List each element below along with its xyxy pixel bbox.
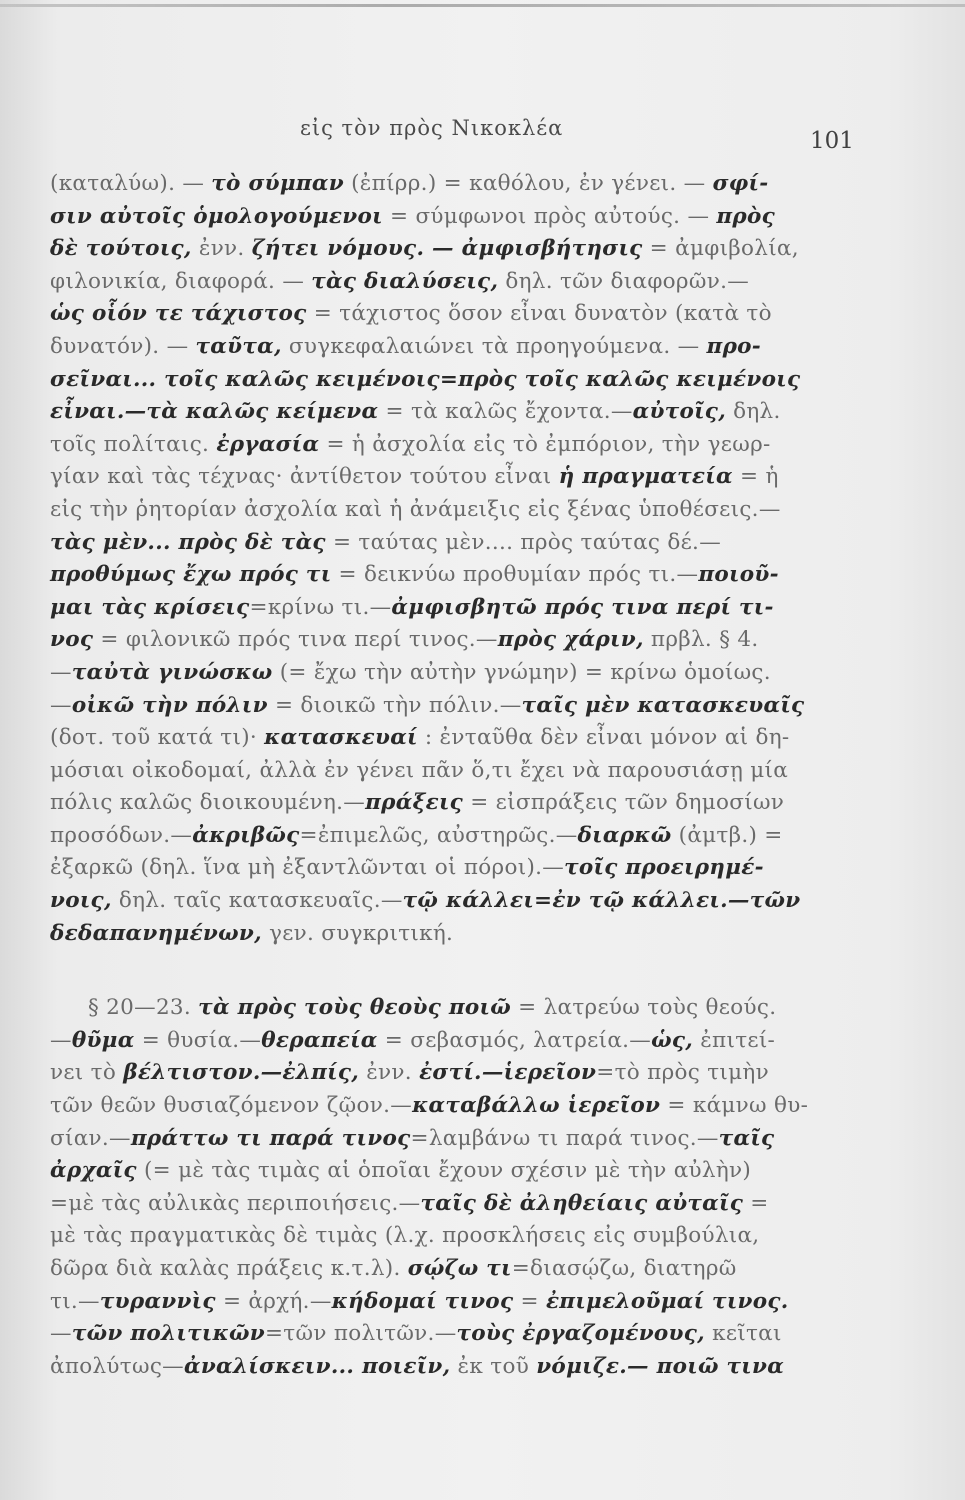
gloss-text: ἐκ τοῦ <box>450 1353 537 1379</box>
text-line <box>50 992 850 1025</box>
gloss-text: μὲ τὰς πραγματικὰς δὲ τιμὰς (λ.χ. προσκλήσεις εἰς συμβούλια, <box>50 1223 760 1249</box>
gloss-text: = λατρεύω τοὺς θεούς. <box>511 995 777 1021</box>
text-line <box>50 298 850 331</box>
lemma-term: ἐπιμελοῦμαί τινος. <box>545 1288 789 1314</box>
gloss-text: ἀπολύτως— <box>50 1353 184 1379</box>
lemma-term: τὰς διαλύσεις, <box>311 268 499 294</box>
gloss-text: φιλονικία, διαφορά. — <box>50 268 312 294</box>
lemma-term: πρὸς χάριν, <box>497 627 644 653</box>
gloss-text: = ἀμφιβολία, <box>642 236 799 262</box>
gloss-text: = σεβασμός, λατρεία.— <box>377 1027 652 1053</box>
lemma-term: ταῖς μὲν κατασκευαῖς <box>521 692 805 718</box>
text-line <box>50 787 850 820</box>
gloss-text: ἐξαρκῶ (δηλ. ἵνα μὴ ἐξαντλῶνται οἱ πόροι).— <box>50 855 565 881</box>
lemma-term: πράξεις <box>365 790 464 816</box>
gloss-text: (= ἔχω τὴν αὐτὴν γνώμην) = κρίνω ὁμοίως. <box>272 659 771 685</box>
gloss-text: ἐνν. <box>191 236 252 262</box>
running-head: εἰς τὸν πρὸς Νικοκλέα <box>300 116 564 140</box>
gloss-text: = διοικῶ τὴν πόλιν.— <box>267 692 522 718</box>
gloss-text: τοῖς πολίταις. <box>50 431 217 457</box>
gloss-text: τι.— <box>50 1288 100 1314</box>
lemma-term: ἀναλίσκειν... ποιεῖν, <box>183 1353 451 1379</box>
lemma-term: ἐργασία <box>216 431 320 457</box>
lemma-term: νόμιζε.— ποιῶ τινα <box>536 1353 785 1379</box>
text-line <box>50 461 850 494</box>
gloss-text: = θυσία.— <box>134 1027 262 1053</box>
gloss-text: = φιλονικῶ πρός τινα περί τινος.— <box>93 627 498 653</box>
gloss-text: =διασῴζω, διατηρῶ <box>511 1256 737 1281</box>
lemma-term: τὸ σύμπαν <box>211 171 344 196</box>
text-line <box>50 1286 850 1319</box>
gloss-text: = σύμφωνοι πρὸς αὐτούς. — <box>382 203 717 229</box>
text-line <box>50 1155 850 1188</box>
text-line <box>50 624 850 657</box>
text-line <box>50 1090 850 1123</box>
gloss-text: =μὲ τὰς αὐλικὰς περιποιήσεις.— <box>50 1190 421 1216</box>
text-line <box>50 1025 850 1058</box>
lemma-term: ταὐτὰ γινώσκω <box>71 659 273 685</box>
lemma-term: τοῖς προειρημέ- <box>564 855 764 881</box>
text-line <box>50 331 850 364</box>
text-line <box>50 1318 850 1351</box>
lemma-term: ὡς οἷόν τε τάχιστος <box>50 301 307 327</box>
gloss-text: = δεικνύω προθυμίαν πρός τι.— <box>331 562 699 588</box>
gloss-text: = τὰ καλῶς ἔχοντα.— <box>378 399 633 425</box>
gloss-text: (= μὲ τὰς τιμὰς αἱ ὁποῖαι ἔχουν σχέσιν μὲ τὴν αὐλὴν) <box>136 1158 752 1184</box>
text-line <box>50 592 850 625</box>
lemma-term: πρὸς <box>716 203 776 229</box>
gloss-text: συγκεφαλαιώνει τὰ προηγούμενα. — <box>281 333 707 359</box>
text-line <box>50 494 850 527</box>
gloss-text: δηλ. ταῖς κατασκευαῖς.— <box>111 888 403 914</box>
gloss-text: =τὸ πρὸς τιμὴν <box>596 1060 769 1086</box>
text-line <box>50 722 850 755</box>
lemma-term: τῷ κάλλει=ἐν τῷ κάλλει.—τῶν <box>402 888 801 914</box>
lemma-term: ἀμφισβητῶ πρός τινα περί τι- <box>391 594 774 620</box>
text-line <box>50 1220 850 1253</box>
gloss-text: πόλις καλῶς διοικουμένη.— <box>50 790 366 816</box>
lemma-term: ἀκριβῶς <box>192 822 300 848</box>
gloss-text: =λαμβάνω τι παρά τινος.— <box>410 1125 719 1151</box>
text-line <box>50 852 850 885</box>
gloss-text: : ἐνταῦθα δὲν εἶναι μόνον αἱ δη- <box>417 725 790 751</box>
gloss-text: σίαν.— <box>50 1125 131 1151</box>
lemma-term: πράττω τι παρά τινος <box>130 1125 411 1151</box>
text-line <box>50 1188 850 1221</box>
gloss-text: μόσιαι οἰκοδομαί, ἀλλὰ ἐν γένει πᾶν ὅ,τι ἔχει νὰ παρουσιάσῃ μία <box>50 757 789 783</box>
text-line <box>50 429 850 462</box>
text-line <box>50 755 850 788</box>
gloss-text: = <box>743 1190 769 1216</box>
gloss-text: = ἡ <box>732 464 779 490</box>
lemma-term: δεδαπανημένων, <box>50 920 262 946</box>
lemma-term: τὰς μὲν... πρὸς δὲ τὰς <box>50 529 326 555</box>
gloss-text: (ἀμτβ.) = <box>671 822 783 848</box>
text-line <box>50 1123 850 1156</box>
page-edge-shadow <box>0 4 965 7</box>
gloss-text: = ταύτας μὲν.... πρὸς ταύτας δέ.— <box>325 529 721 555</box>
text-line <box>50 233 850 266</box>
gloss-text: πρβλ. § 4. <box>643 627 759 653</box>
gloss-text: εἰς τὴν ῥητορίαν ἀσχολία καὶ ἡ ἀνάμειξις εἰς ξένας ὑποθέσεις.— <box>50 496 781 522</box>
gloss-text: = ἡ ἀσχολία εἰς τὸ ἐμπόριον, τὴν γεωρ- <box>319 431 771 457</box>
gloss-text: =ἐπιμελῶς, αὐστηρῶς.— <box>299 822 578 848</box>
lemma-term: μαι τὰς κρίσεις <box>50 594 250 620</box>
text-line <box>50 885 850 918</box>
lemma-term: ζήτει νόμους. — ἀμφισβήτησις <box>251 236 643 262</box>
lemma-term: τὰ πρὸς τοὺς θεοὺς ποιῶ <box>198 995 512 1021</box>
text-line <box>50 1253 850 1286</box>
gloss-text: (δοτ. τοῦ κατά τι)· <box>50 725 265 751</box>
gloss-text: γεν. συγκριτική. <box>261 920 454 946</box>
gloss-text: δηλ. τῶν διαφορῶν.— <box>498 268 750 294</box>
lemma-term: ὡς, <box>651 1027 694 1053</box>
lemma-term: θῦμα <box>71 1027 135 1053</box>
page-number: 101 <box>810 128 854 154</box>
lemma-term: νος <box>50 627 94 653</box>
gloss-text: δηλ. <box>725 399 781 425</box>
gloss-text: (ἐπίρρ.) = καθόλου, ἐν γένει. — <box>343 171 713 196</box>
text-line <box>50 918 850 951</box>
text-line <box>50 396 850 429</box>
text-line <box>50 364 850 397</box>
lemma-term: τυραννὶς <box>99 1288 216 1314</box>
lemma-term: ἀρχαῖς <box>50 1158 137 1184</box>
lemma-term: κήδομαί τινος <box>331 1288 514 1314</box>
lemma-term: ταῦτα, <box>195 333 282 359</box>
gloss-text: = ἀρχή.— <box>215 1288 332 1314</box>
gloss-text: =κρίνω τι.— <box>249 594 392 620</box>
lemma-term: αὐτοῖς, <box>632 399 726 425</box>
gloss-text: § 20—23. <box>88 995 199 1021</box>
lemma-term: ἡ πραγματεία <box>558 464 733 490</box>
gloss-text: γίαν καὶ τὰς τέχνας· ἀντίθετον τούτου εἶναι <box>50 464 559 490</box>
lemma-term: σῴζω τι <box>407 1256 512 1281</box>
lemma-term: σφί- <box>712 171 769 196</box>
gloss-text: ἐπιτεί- <box>693 1027 776 1053</box>
text-line <box>50 1351 850 1384</box>
lemma-term: σιν αὐτοῖς ὁμολογούμενοι <box>50 203 383 229</box>
lemma-term: εἶναι.—τὰ καλῶς κείμενα <box>50 399 379 425</box>
text-line <box>50 820 850 853</box>
text-line <box>50 1057 850 1090</box>
lemma-term: ταῖς δὲ ἀληθείαις αὐταῖς <box>420 1190 744 1216</box>
lemma-term: θεραπεία <box>261 1027 378 1053</box>
gloss-text: =τῶν πολιτῶν.— <box>264 1321 457 1347</box>
gloss-text: τῶν θεῶν θυσιαζόμενον ζῷον.— <box>50 1093 413 1119</box>
gloss-text: = εἰσπράξεις τῶν δημοσίων <box>463 790 785 816</box>
lemma-term: καταβάλλω ἱερεῖον <box>412 1093 661 1119</box>
gloss-text: ἐνν. <box>359 1060 420 1086</box>
gloss-text: (καταλύω). — <box>50 171 212 196</box>
gloss-text: δῶρα διὰ καλὰς πράξεις κ.τ.λ). <box>50 1256 408 1281</box>
lemma-term: προ- <box>706 333 762 359</box>
gloss-text: — <box>50 692 72 718</box>
gloss-text: νει τὸ <box>50 1060 124 1086</box>
lemma-term: ποιοῦ- <box>698 562 779 588</box>
lemma-term: προθύμως ἔχω πρός τι <box>50 562 332 588</box>
gloss-text: = <box>513 1288 546 1314</box>
lemma-term: διαρκῶ <box>577 822 672 848</box>
gloss-text: = τάχιστος ὅσον εἶναι δυνατὸν (κατὰ τὸ <box>306 301 772 327</box>
lemma-term: τοὺς ἐργαζομένους, <box>456 1321 705 1347</box>
lemma-term: ταῖς <box>718 1125 775 1151</box>
text-line <box>50 527 850 560</box>
text-line <box>50 266 850 299</box>
gloss-text: = κάμνω θυ- <box>660 1093 809 1119</box>
lemma-term: ἐστί.—ἱερεῖον <box>419 1060 597 1086</box>
commentary-text <box>50 168 850 1383</box>
text-line <box>50 559 850 592</box>
text-line <box>50 690 850 723</box>
lemma-term: σεῖναι... τοῖς καλῶς κειμένοις=πρὸς τοῖς καλῶς κειμένοις <box>50 366 801 392</box>
lemma-term: τῶν πολιτικῶν <box>71 1321 265 1347</box>
gloss-text: προσόδων.— <box>50 822 193 848</box>
text-line <box>50 201 850 234</box>
lemma-term: κατασκευαί <box>264 725 418 751</box>
lemma-term: δὲ τούτοις, <box>50 236 192 262</box>
gloss-text: δυνατόν). — <box>50 333 196 359</box>
text-line <box>50 168 850 201</box>
lemma-term: οἰκῶ τὴν πόλιν <box>71 692 268 718</box>
gloss-text: — <box>50 659 72 685</box>
gloss-text: — <box>50 1027 72 1053</box>
lemma-term: βέλτιστον.—ἐλπίς, <box>123 1060 360 1086</box>
gloss-text: κεῖται <box>704 1321 782 1347</box>
text-line <box>50 657 850 690</box>
gloss-text: — <box>50 1321 72 1347</box>
lemma-term: νοις, <box>50 888 112 914</box>
